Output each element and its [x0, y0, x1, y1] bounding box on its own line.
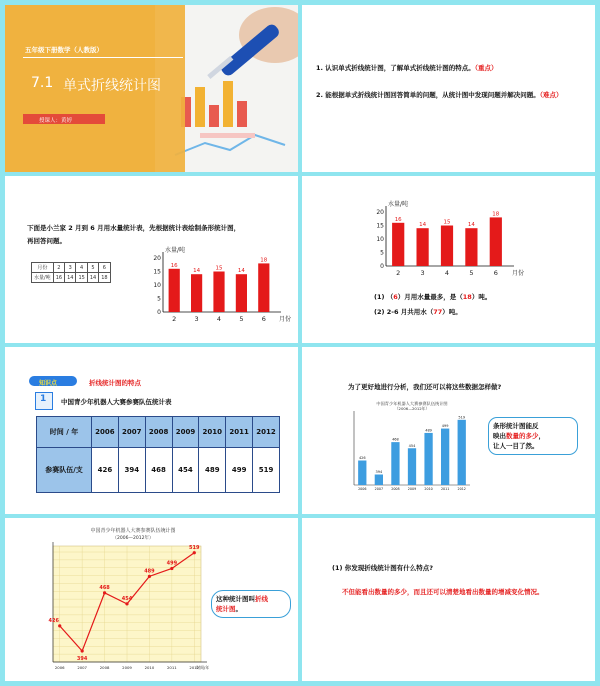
question-2 [374, 307, 462, 316]
table-header: 2010 [199, 417, 226, 448]
bar-value-label: 16 [170, 262, 178, 269]
objective-2 [316, 90, 563, 99]
x-tick-label: 2011 [167, 665, 177, 670]
table-cell: 月份 [32, 263, 54, 273]
slide-water-problem[interactable] [5, 176, 298, 343]
x-tick-label: 2010 [144, 665, 155, 670]
title-divider [23, 57, 183, 58]
q2-part: (2) 2-6 月共用水（ [374, 308, 434, 316]
robot-line-chart [23, 522, 223, 674]
y-axis-label: 水量/吨 [165, 247, 186, 254]
data-label: 489 [144, 568, 155, 575]
slide-robot-line[interactable] [5, 518, 298, 681]
x-tick-label: 2011 [440, 487, 450, 491]
x-tick-label: 2 [172, 315, 177, 323]
robot-bar-chart [340, 397, 480, 497]
x-tick-label: 2 [396, 269, 401, 277]
x-tick-label: 6 [261, 315, 266, 323]
bar-value-label: 14 [237, 268, 245, 275]
table-cell: 15 [76, 273, 87, 283]
slide-features[interactable] [302, 518, 595, 681]
table-cell: 426 [92, 448, 119, 493]
table-cell: 5 [87, 263, 98, 273]
data-point [81, 649, 84, 652]
bar-value-label: 18 [260, 257, 268, 264]
data-point [148, 575, 151, 578]
table-row [37, 417, 280, 448]
x-axis-label: 月份 [279, 316, 292, 323]
q1-part: ）月用水量最多，是（ [397, 293, 463, 301]
x-tick-label: 2012 [457, 487, 466, 491]
bar-value-label: 468 [392, 437, 399, 442]
table-header: 2008 [145, 417, 172, 448]
bar-value-label: 394 [375, 470, 383, 474]
y-tick-label: 10 [376, 236, 384, 243]
x-tick-label: 3 [194, 315, 199, 323]
y-tick-label: 15 [376, 222, 384, 230]
q2-answer: 77 [433, 308, 443, 316]
water-bar-chart-1 [145, 244, 295, 324]
knowledge-title: 折线统计图的特点 [89, 379, 141, 387]
title-number: 7.1 [31, 75, 54, 91]
table-cell: 14 [87, 273, 98, 283]
data-point [170, 567, 173, 570]
robot-table [36, 416, 280, 493]
table-cell: 6 [99, 263, 110, 273]
x-tick-label: 2012 [189, 665, 200, 670]
bar [258, 263, 269, 312]
y-tick-label: 20 [153, 255, 161, 262]
callout-text: 映出 [493, 432, 506, 440]
slide-objectives[interactable] [302, 5, 595, 172]
table-cell: 2 [53, 263, 64, 273]
data-point [193, 551, 196, 554]
table-cell: 水量/吨 [32, 273, 54, 283]
bar [417, 228, 429, 266]
y-axis-label: 水量/吨 [388, 201, 409, 208]
x-tick-label: 5 [239, 315, 244, 323]
table-header: 2006 [92, 417, 119, 448]
intro-line-1: 下面是小兰家 2 月到 6 月用水量统计表，先根据统计表绘制条形统计图， [27, 224, 241, 232]
presenter: 授课人：黄婷 [39, 118, 73, 124]
x-tick-label: 5 [469, 269, 474, 277]
y-tick-label: 0 [380, 263, 384, 270]
slide-water-answers[interactable] [302, 176, 595, 343]
y-tick-label: 5 [157, 295, 161, 303]
bar [169, 269, 180, 312]
data-label: 454 [121, 595, 133, 602]
x-tick-label: 2007 [77, 665, 87, 670]
x-tick-label: 2006 [358, 487, 367, 491]
objective-1-tag: （重点） [474, 64, 498, 72]
callout-text: 让人一目了然。 [493, 442, 539, 450]
data-label: 519 [189, 544, 200, 551]
data-label: 468 [99, 584, 110, 591]
bar [408, 448, 416, 485]
bar-value-label: 15 [215, 265, 223, 272]
data-point [125, 602, 128, 605]
water-bar-chart-2 [368, 198, 528, 278]
water-table [31, 262, 111, 283]
x-tick-label: 2009 [407, 487, 417, 491]
q1-part: (1) （ [374, 293, 394, 301]
table-cell: 489 [199, 448, 226, 493]
bar [191, 274, 202, 312]
bar-value-label: 519 [458, 415, 466, 420]
chart-subtitle: （2006—2012年） [394, 406, 430, 411]
x-tick-label: 2008 [391, 487, 400, 491]
table-cell: 3 [65, 263, 76, 273]
bar [441, 429, 449, 485]
data-label: 499 [166, 560, 178, 567]
callout-highlight: 折线 [255, 595, 268, 603]
feature-question: (1) 你发现折线统计图有什么特点? [332, 564, 433, 572]
table-row [37, 448, 280, 493]
robot-table-title: 中国青少年机器人大赛参赛队伍统计表 [61, 398, 172, 406]
bar-value-label: 426 [358, 456, 366, 460]
table-cell: 14 [65, 273, 76, 283]
x-tick-label: 4 [444, 269, 450, 277]
table-cell: 519 [253, 448, 280, 493]
callout-highlight: 统计图 [216, 605, 236, 613]
y-tick-label: 5 [380, 249, 384, 257]
chart-title: 中国青少年机器人大赛参赛队伍统计图 [376, 401, 448, 406]
bar [441, 226, 453, 267]
callout-text: 这种统计图叫 [216, 595, 255, 603]
x-tick-label: 2008 [99, 665, 110, 670]
table-cell: 454 [172, 448, 199, 493]
x-tick-label: 6 [493, 269, 498, 277]
bar [391, 442, 399, 485]
bar [358, 461, 366, 486]
slide-title[interactable] [5, 5, 298, 172]
chart-subtitle: （2006—2012年） [112, 536, 154, 541]
bar [375, 475, 383, 486]
question-1 [374, 292, 491, 301]
table-cell: 499 [226, 448, 253, 493]
y-tick-label: 20 [376, 209, 384, 216]
table-cell: 468 [145, 448, 172, 493]
bar-value-label: 15 [443, 219, 451, 226]
y-tick-label: 15 [153, 268, 161, 276]
y-tick-label: 10 [153, 282, 161, 289]
table-row [32, 263, 111, 273]
bar-value-label: 18 [492, 211, 500, 218]
table-header: 2011 [226, 417, 253, 448]
q1-part: ）吨。 [471, 293, 492, 301]
bar [458, 420, 466, 485]
callout-text: 条形统计图能反 [493, 422, 539, 430]
bar-value-label: 14 [193, 268, 201, 275]
bar [465, 228, 477, 266]
x-tick-label: 2010 [424, 487, 433, 491]
table-row-label: 参赛队伍/支 [37, 448, 92, 493]
lesson-title: 单式折线统计图 [63, 78, 161, 94]
data-point [58, 624, 61, 627]
callout-text: 。 [235, 605, 242, 613]
bar [213, 272, 224, 313]
q1-answer-amount: 18 [462, 293, 472, 301]
objective-2-tag: （难点） [539, 91, 563, 99]
table-header: 2007 [118, 417, 145, 448]
bar-value-label: 454 [408, 443, 416, 448]
q2-part: ）吨。 [442, 308, 462, 316]
bar-value-label: 16 [394, 216, 402, 223]
table-row [32, 273, 111, 283]
x-tick-label: 2009 [122, 665, 132, 670]
table-header: 2012 [253, 417, 280, 448]
table-cell: 16 [53, 273, 64, 283]
bar-chart-callout [488, 417, 578, 455]
y-tick-label: 0 [157, 309, 161, 316]
x-axis-label: 月份 [512, 270, 525, 277]
table-cell: 4 [76, 263, 87, 273]
objective-2-text: 2. 能根据单式折线统计图回答简单的问题，从统计图中发现问题并解决问题。 [316, 91, 540, 99]
knowledge-badge-label: 知识点 [39, 380, 58, 387]
q1-answer-month: 6 [393, 293, 398, 301]
bar [236, 274, 247, 312]
slide-robot-bar[interactable] [302, 347, 595, 514]
table-cell: 394 [118, 448, 145, 493]
intro-line-2: 再回答问题。 [27, 237, 66, 245]
bar [424, 433, 432, 485]
x-tick-label: 4 [216, 315, 222, 323]
bar-value-label: 14 [419, 222, 427, 229]
data-label: 394 [76, 656, 88, 662]
example-number: 1 [40, 394, 47, 404]
slide-robot-table[interactable] [5, 347, 298, 514]
x-tick-label: 3 [420, 269, 425, 277]
feature-answer: 不但能看出数量的多少，而且还可以清楚地看出数量的增减变化情况。 [342, 588, 544, 596]
table-header: 时间 / 年 [37, 417, 92, 448]
table-header: 2009 [172, 417, 199, 448]
bar-value-label: 499 [441, 424, 449, 429]
line-chart-callout [211, 590, 291, 618]
x-tick-label: 2007 [374, 487, 384, 491]
callout-highlight: 数量的多少 [506, 432, 539, 440]
analysis-question: 为了更好地进行分析，我们还可以将这些数据怎样做? [348, 383, 502, 391]
chart-title: 中国青少年机器人大赛参赛队伍统计图 [90, 528, 176, 534]
data-label: 426 [48, 617, 59, 624]
bar-value-label: 489 [425, 428, 432, 433]
x-axis-label: 时间/年 [196, 665, 209, 670]
data-point [103, 591, 106, 594]
table-cell: 18 [99, 273, 110, 283]
bar-value-label: 14 [467, 222, 475, 229]
course-subtitle: 五年级下册数学（人教版） [25, 46, 103, 54]
bar [490, 217, 502, 266]
objective-1-text: 1. 认识单式折线统计图，了解单式折线统计图的特点。 [316, 64, 475, 72]
objective-1 [316, 63, 498, 72]
callout-text: ， [538, 432, 545, 440]
bar [392, 223, 404, 266]
x-tick-label: 2006 [54, 665, 65, 670]
